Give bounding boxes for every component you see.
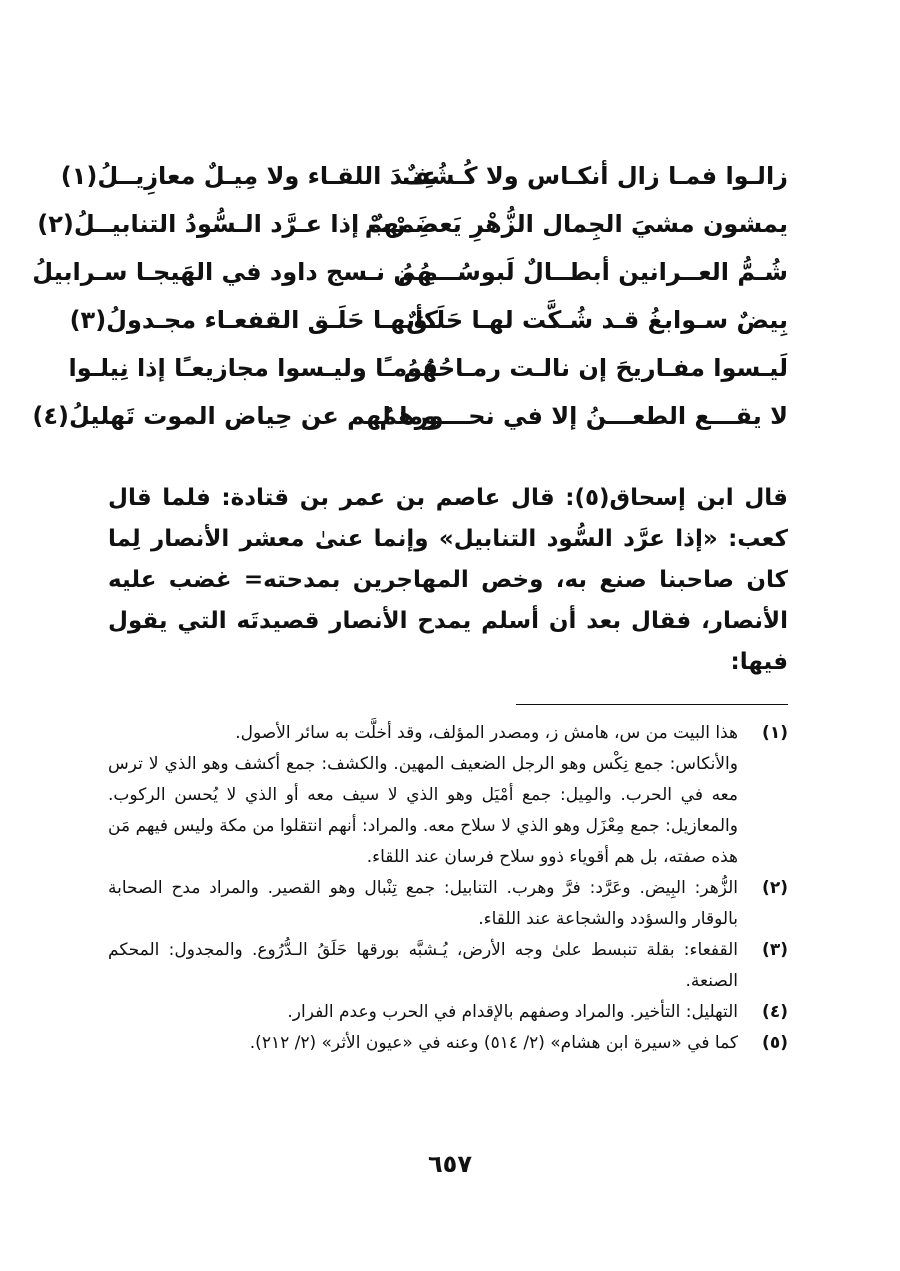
footnote-number: (٥) — [762, 1033, 788, 1053]
footnote-body — [108, 997, 738, 1028]
footnotes — [108, 718, 788, 1059]
poem-verse — [32, 248, 788, 296]
footnote-body — [108, 1028, 738, 1059]
footnote-marker: (٣) — [69, 306, 107, 334]
footnote-line: هذا البيت من س، هامش ز، ومصدر المؤلف، وقد أخلَّت به سائر الأصول. — [235, 723, 738, 743]
footnote-line: التهليل: التأخير. والمراد وصفهم بالإقدام في الحرب وعدم الفرار. — [287, 1002, 738, 1022]
verse-first-hemistich: لا يقـــع الطعـــنُ إلا في نحـــورهمُ — [379, 402, 788, 430]
poem-verse — [37, 200, 788, 248]
footnote — [108, 997, 788, 1028]
footnote-marker: (٤) — [32, 402, 69, 430]
verse-second-hemistich — [32, 248, 438, 296]
verse-second-hemistich — [69, 296, 438, 344]
verse-second-hemistich — [68, 344, 438, 392]
hemistich-text: مِـن نـسج داود في الهَيجـا سـرابيلُ — [32, 258, 438, 286]
verse-second-hemistich — [37, 200, 438, 248]
footnote — [108, 1028, 788, 1059]
verse-second-hemistich — [32, 392, 438, 440]
hemistich-text: وما لهم عن حِياض الموت تَهليلُ — [69, 402, 438, 430]
poem-verse — [68, 344, 788, 392]
footnote — [108, 873, 788, 935]
footnote — [108, 718, 788, 873]
footnote-number: (٤) — [762, 1002, 788, 1022]
hemistich-text: كأنهـا حَلَـق القفعـاء مجـدولُ — [106, 306, 438, 334]
poem — [32, 152, 788, 440]
prose-text: قال ابن إسحاق(٥): قال عاصم بن عمر بن قتادة: فلما قال كعب: «إذا عرَّد السُّود التنابيل» وإنما عنىٰ معشر الأنصار لِما كان صاحبنا صنع به، وخص المهاجرين بمدحته= غضب عليه الأنصار، فقال بعد أن أسلم يمدح الأنصار قصيدتَه التي يقول فيها: — [108, 485, 788, 675]
footnote-body — [108, 873, 738, 935]
footnote-line: القفعاء: بقلة تنبسط علىٰ وجه الأرض، يُـشبَّه بورقها حَلَقُ الـدُّرُوع. والمجدول: المحكم الصنعة. — [108, 940, 738, 991]
footnote-separator — [516, 704, 788, 705]
verse-first-hemistich: زالـوا فمـا زال أنكـاس ولا كُـشُفٌ — [402, 162, 788, 190]
footnote-number: (١) — [762, 723, 788, 743]
footnote-line: والأنكاس: جمع نِكْس وهو الرجل الضعيف المهين. والكشف: جمع أكشف وهو الذي لا ترس معه في الحرب. والمِيل: جمع أمْيَل وهو الذي لا سيف معه أو الذي لا يُحسن الركوب. والمعازيل: جمع مِعْزَل وهو الذي لا سلاح معه. والمراد: أنهم انتقلوا من مكة وليس فيهم مَن هذه صفته، بل هم أقوياء ذوو سلاح فرسان عند اللقاء. — [108, 754, 738, 867]
prose-paragraph — [108, 478, 788, 683]
footnote-marker: (٢) — [37, 210, 74, 238]
footnote-line: كما في «سيرة ابن هشام» (٢/ ٥١٤) وعنه في «عيون الأثر» (٢/ ٢١٢). — [249, 1033, 738, 1053]
verse-first-hemistich: لَيـسوا مفـاريحَ إن نالـت رمـاحُهُمُ — [403, 354, 788, 382]
hemistich-text: قومـًا وليـسوا مجازيعـًا إذا نِيلـوا — [68, 354, 438, 382]
footnote-number: (٢) — [762, 878, 788, 898]
poem-verse — [32, 392, 788, 440]
footnote-line: الزُّهر: البِيض. وعَرَّد: فرَّ وهرب. التنابيل: جمع تِنْبال وهو القصير. والمراد مدح الصحابة بالوقار والسؤدد والشجاعة عند اللقاء. — [108, 878, 738, 929]
poem-verse — [69, 296, 788, 344]
footnote-body — [108, 718, 738, 873]
hemistich-text: ضَـرْبٌ إذا عـرَّد الـسُّودُ التنابيــلُ — [73, 210, 438, 238]
page-number: ٦٥٧ — [428, 1150, 472, 1178]
verse-second-hemistich — [60, 152, 438, 200]
footnote-body — [108, 935, 738, 997]
verse-first-hemistich: بِيضٌ سـوابغُ قـد شُـكَّت لهـا حَلَـقٌ — [406, 306, 788, 334]
verse-first-hemistich: شُـمُّ العــرانين أبطــالٌ لَبوسُـــهُمُ — [397, 258, 788, 286]
footnote-number: (٣) — [762, 940, 788, 960]
footnote-marker: (١) — [60, 162, 98, 190]
footnote — [108, 935, 788, 997]
hemistich-text: عِنـدَ اللقـاء ولا مِيـلٌ معازِيــلُ — [97, 162, 438, 190]
poem-verse — [60, 152, 788, 200]
verse-first-hemistich: يمشون مشيَ الجِمال الزُّهْرِ يَعصِمهمْ — [364, 210, 788, 238]
